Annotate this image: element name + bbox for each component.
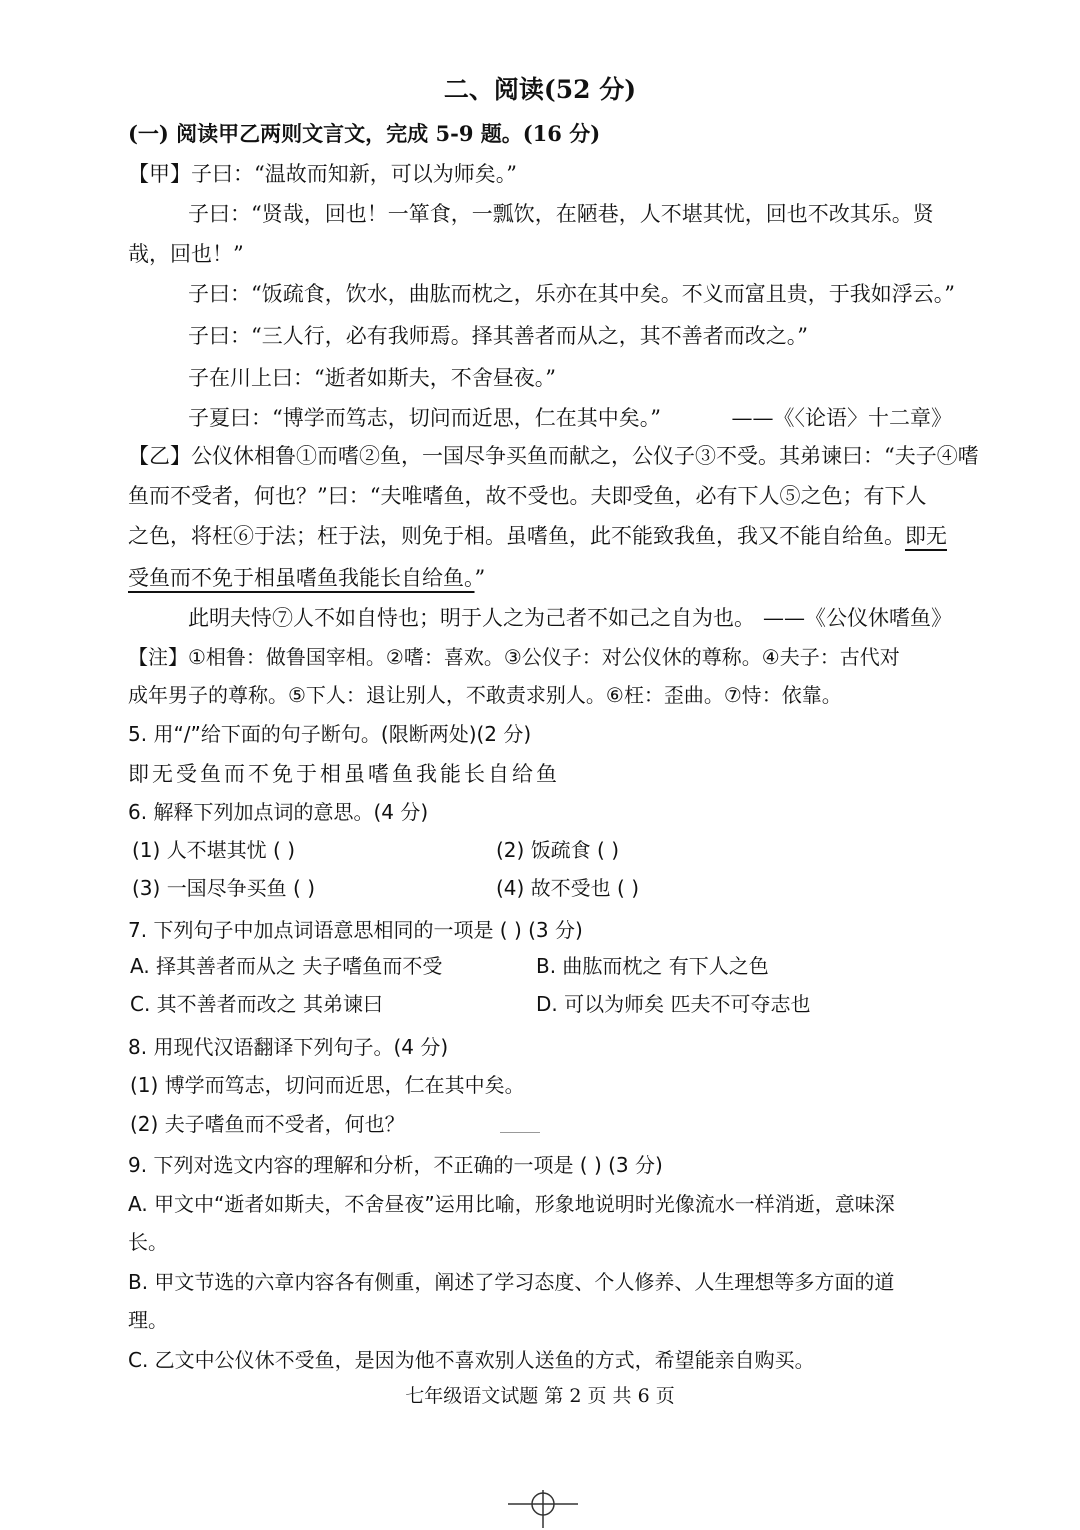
passage-jia-line-5: 子曰：“三人行，必有我师焉。择其善者而从之，其不善者而改之。”	[188, 324, 808, 348]
q9-option-c-line-1: C. 乙文中公仪休不受鱼，是因为他不喜欢别人送鱼的方式，希望能亲自购买。	[128, 1348, 815, 1372]
closing-quote: ”	[474, 566, 486, 590]
passage-yi-line-2: 鱼而不受者，何也？”曰：“夫唯嗜鱼，故不受也。夫即受鱼，必有下人⑤之色；有下人	[128, 484, 927, 508]
passage-yi-line-3-text: 之色，将枉⑥于法；枉于法，则免于相。虽嗜鱼，此不能致我鱼，我又不能自给鱼。	[128, 524, 905, 548]
passage-yi-line-3	[128, 522, 947, 550]
passage-jia-line-1: 【甲】子曰：“温故而知新，可以为师矣。”	[128, 162, 517, 186]
passage-yi-line-1: 【乙】公仪休相鲁①而嗜②鱼，一国尽争买鱼而献之，公仪子③不受。其弟谏曰：“夫子④嗜	[128, 444, 979, 468]
notes-line-2: 成年男子的尊称。⑤下人：退让别人，不敢责求别人。⑥枉：歪曲。⑦恃：依靠。	[128, 683, 842, 707]
q5-stem: 5. 用“/”给下面的句子断句。(限断两处)(2 分)	[128, 722, 532, 746]
q9-option-b-line-1: B. 甲文节选的六章内容各有侧重，阐述了学习态度、个人修养、人生理想等多方面的道	[128, 1270, 895, 1294]
q5-sentence: 即无受鱼而不免于相虽嗜鱼我能长自给鱼	[128, 762, 560, 786]
q9-stem: 9. 下列对选文内容的理解和分析，不正确的一项是 ( ) (3 分)	[128, 1153, 663, 1177]
notes-line-1: 【注】①相鲁：做鲁国宰相。②嗜：喜欢。③公仪子：对公仪休的尊称。④夫子：古代对	[128, 645, 900, 669]
q6-item-3: (3) 一国尽争买鱼 ( )	[132, 876, 316, 900]
q8-item-2: (2) 夫子嗜鱼而不受者，何也？	[130, 1112, 405, 1136]
q9-option-a-line-2: 长。	[128, 1230, 168, 1254]
q7-stem: 7. 下列句子中加点词语意思相同的一项是 ( ) (3 分)	[128, 918, 583, 942]
passage-jia-line-3: 哉，回也！”	[128, 242, 244, 266]
q6-item-2: (2) 饭疏食 ( )	[496, 838, 620, 862]
passage-jia-line-4: 子曰：“饭疏食，饮水，曲肱而枕之，乐亦在其中矣。不义而富且贵，于我如浮云。”	[188, 282, 955, 306]
q9-option-a-line-1: A. 甲文中“逝者如斯夫，不舍昼夜”运用比喻，形象地说明时光像流水一样消逝，意味深	[128, 1192, 895, 1216]
q7-option-a: A. 择其善者而从之 夫子嗜鱼而不受	[130, 954, 443, 978]
underlined-sentence-start: 即无	[905, 524, 947, 548]
passage-jia-line-6: 子在川上曰：“逝者如斯夫，不舍昼夜。”	[188, 366, 556, 390]
section-title: 二、阅读(52 分)	[443, 75, 637, 104]
passage-jia-line-7: 子夏曰：“博学而笃志，切问而近思，仁在其中矣。”	[188, 406, 661, 430]
q9-option-b-line-2: 理。	[128, 1308, 168, 1332]
page-footer: 七年级语文试题 第 2 页 共 6 页	[405, 1385, 675, 1407]
passage-jia-source: ——《〈论语〉十二章》	[731, 406, 952, 430]
q7-option-c: C. 其不善者而改之 其弟谏曰	[130, 992, 384, 1016]
q6-item-4: (4) 故不受也 ( )	[496, 876, 640, 900]
q8-item-1: (1) 博学而笃志，切问而近思，仁在其中矣。	[130, 1073, 525, 1097]
part1-heading: (一) 阅读甲乙两则文言文，完成 5-9 题。(16 分)	[128, 121, 601, 146]
scan-mark-line	[500, 1132, 540, 1133]
passage-yi-line-4	[128, 564, 485, 592]
registration-mark-icon	[508, 1488, 578, 1528]
q6-stem: 6. 解释下列加点词的意思。(4 分)	[128, 800, 429, 824]
q6-item-1: (1) 人不堪其忧 ( )	[132, 838, 296, 862]
passage-yi-source: ——《公仪休嗜鱼》	[763, 606, 952, 630]
underlined-sentence: 受鱼而不免于相虽嗜鱼我能长自给鱼。	[128, 566, 475, 590]
passage-yi-line-5: 此明夫恃⑦人不如自恃也；明于人之为己者不如己之自为也。	[188, 606, 755, 630]
q8-stem: 8. 用现代汉语翻译下列句子。(4 分)	[128, 1035, 449, 1059]
q7-option-b: B. 曲肱而枕之 有下人之色	[536, 954, 769, 978]
passage-jia-line-2: 子曰：“贤哉，回也！一箪食，一瓢饮，在陋巷，人不堪其忧，回也不改其乐。贤	[188, 202, 934, 226]
q7-option-d: D. 可以为师矣 匹夫不可夺志也	[536, 992, 811, 1016]
